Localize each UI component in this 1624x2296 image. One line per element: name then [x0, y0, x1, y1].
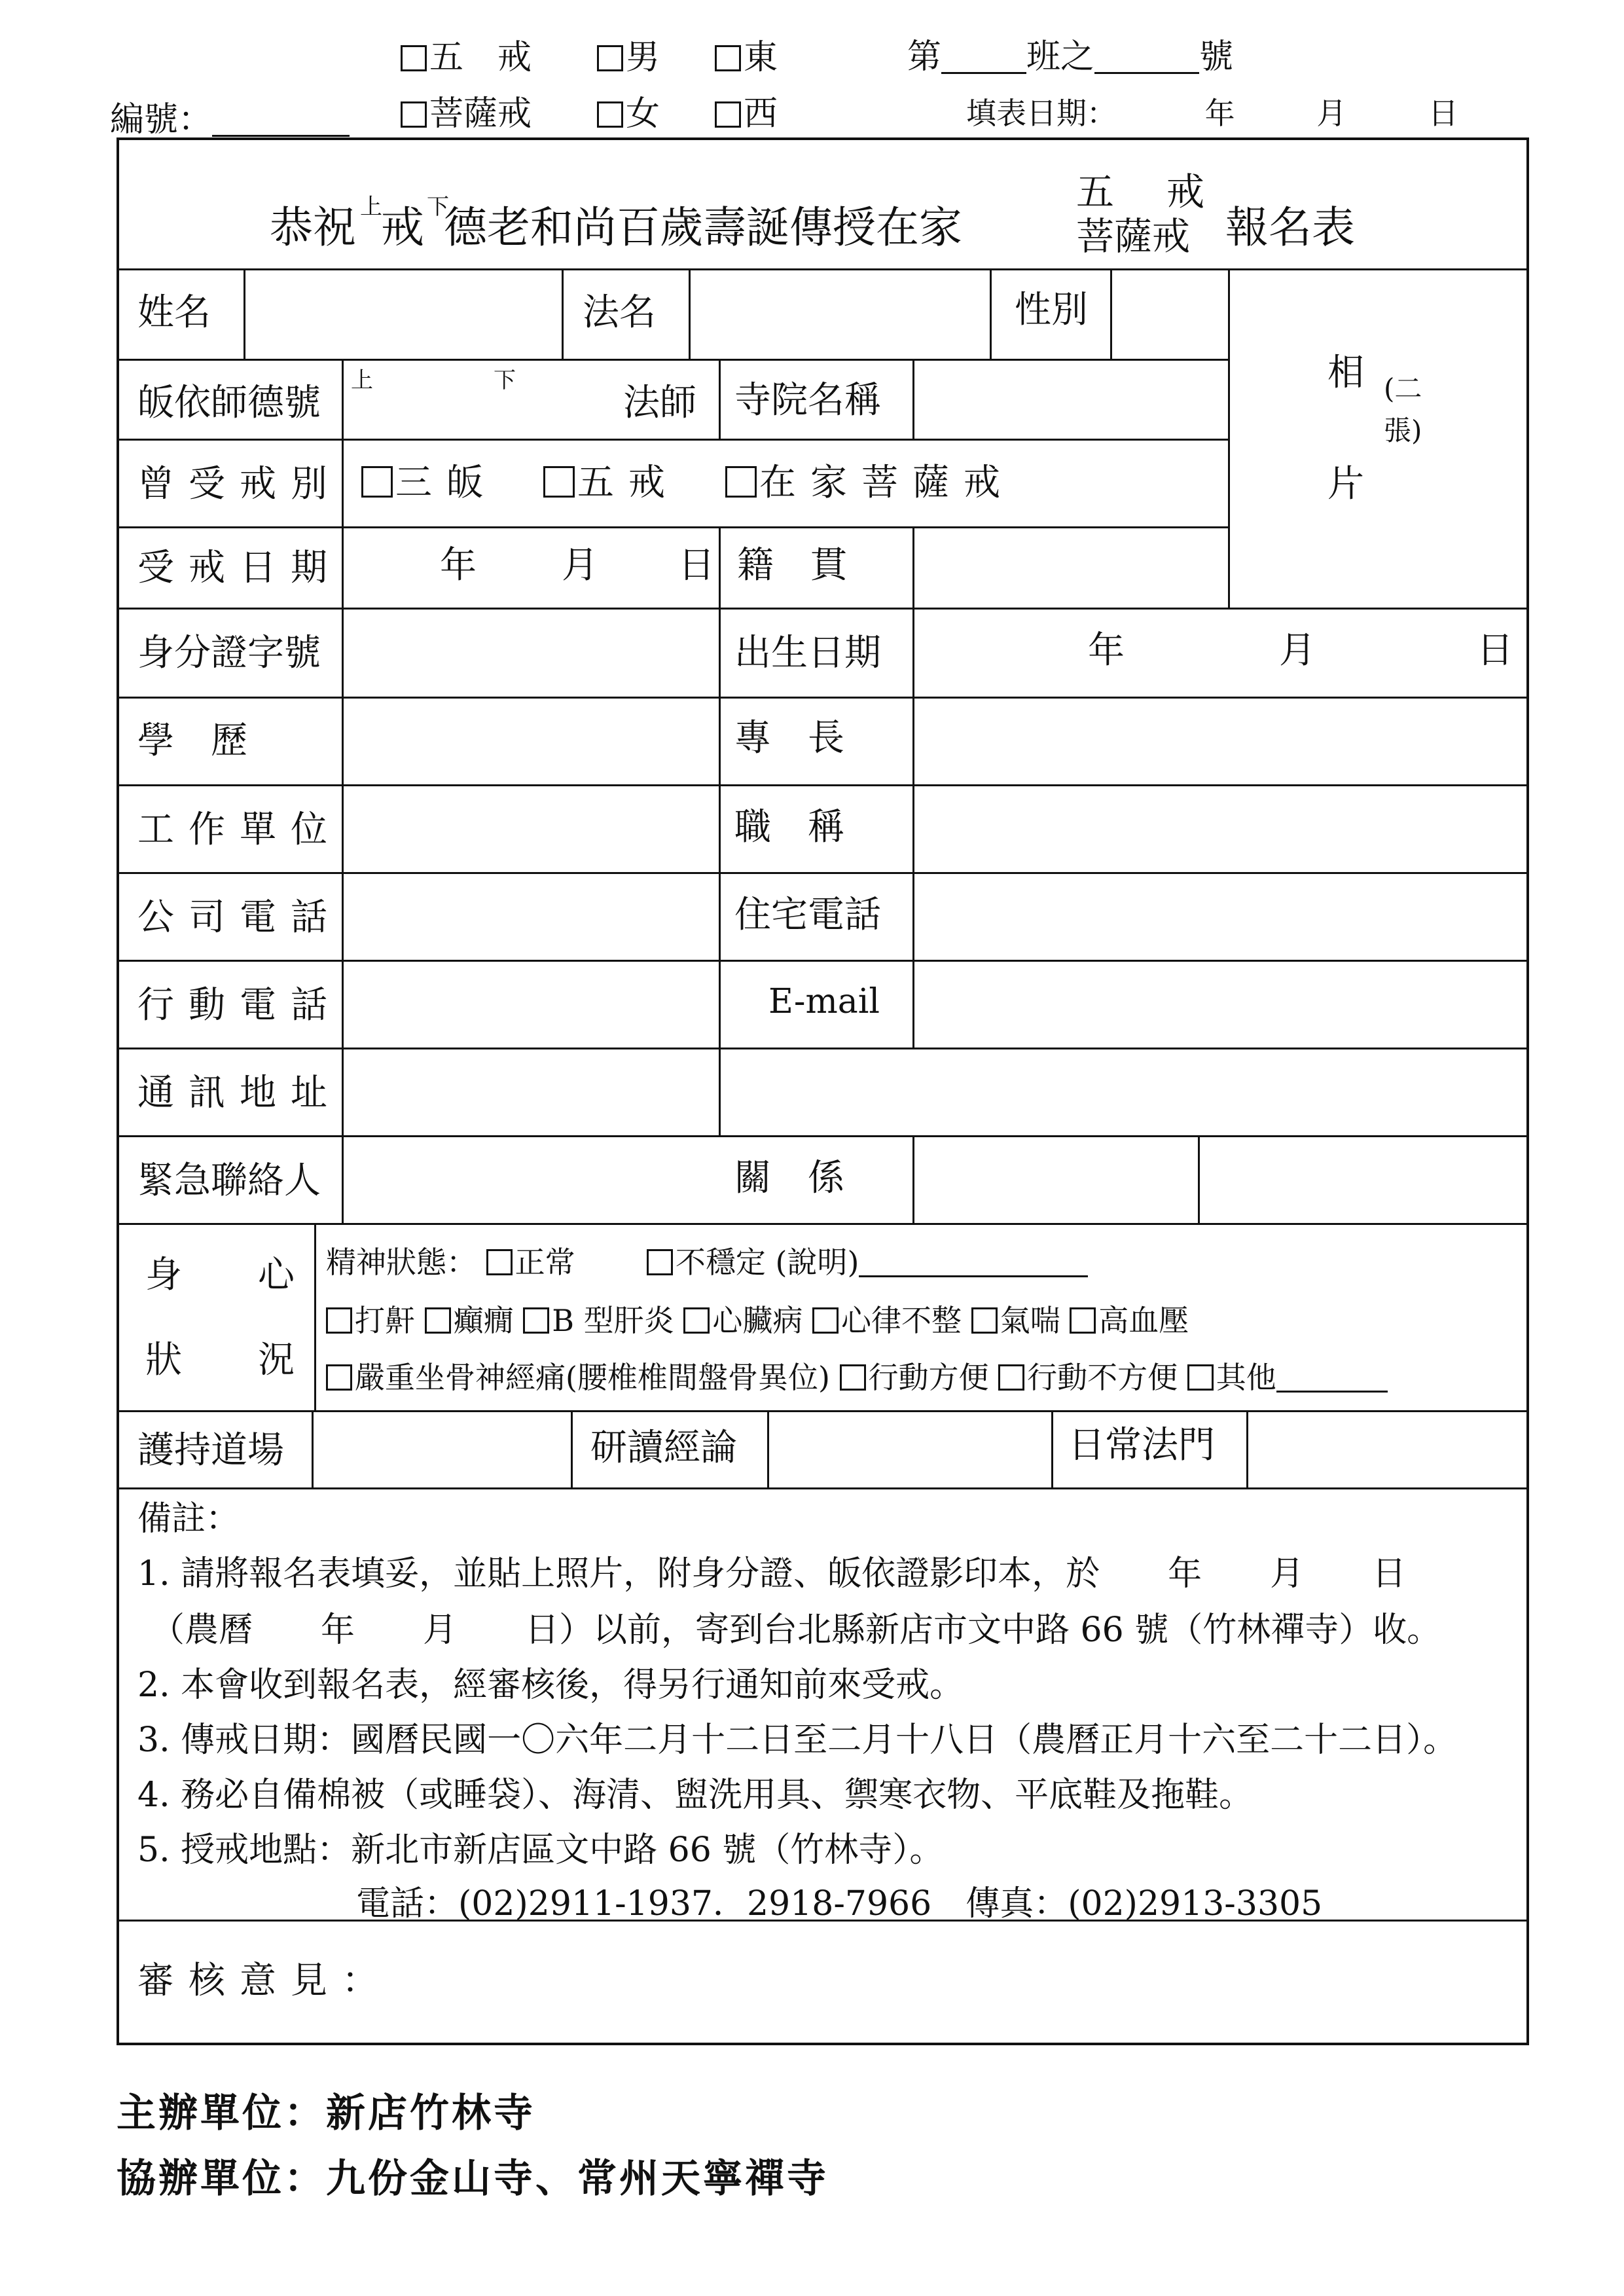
- checkbox[interactable]: [361, 466, 393, 498]
- checkbox[interactable]: [715, 45, 741, 71]
- temple-field[interactable]: [914, 360, 1227, 437]
- option-lay-bodhisattva[interactable]: 在家菩薩戒: [725, 465, 1015, 501]
- label-relation: 關 係: [734, 1157, 844, 1199]
- label-job-title: 職 稱: [734, 806, 844, 848]
- class-number: 第 班之 號: [907, 37, 1234, 77]
- organizer: 主辦單位：新店竹林寺: [117, 2090, 535, 2136]
- serial-blank[interactable]: [212, 98, 350, 137]
- label-gender: 性別: [1015, 289, 1088, 331]
- note-1b: （農曆 年 月 日）以前，寄到台北縣新店市文中路 66 號（竹林禪寺）收。: [151, 1611, 1441, 1650]
- label-health: 身 心: [145, 1254, 314, 1296]
- checkbox[interactable]: [401, 101, 427, 128]
- note-5: 5. 授戒地點：新北市新店區文中路 66 號（竹林寺）。: [137, 1831, 944, 1870]
- label-education: 學 歷: [137, 720, 247, 762]
- label-review: 審核意見：: [137, 1959, 393, 2002]
- checkbox[interactable]: [401, 45, 427, 71]
- label-daily-practice: 日常法門: [1068, 1424, 1215, 1467]
- checkbox-mobility-ok[interactable]: [840, 1364, 866, 1391]
- checkbox[interactable]: [597, 45, 623, 71]
- class-blank[interactable]: [941, 38, 1026, 74]
- contact-info: 電話：(02)2911-1937．2918-7966 傳真：(02)2913-3305: [356, 1884, 1323, 1923]
- label-hometown: 籍 貫: [737, 544, 847, 587]
- remarks-title: 備註：: [137, 1499, 240, 1539]
- option-five-precepts[interactable]: 五 戒: [401, 41, 532, 75]
- label-birth-date: 出生日期: [734, 632, 881, 674]
- mental-state: 精神狀態： 正常 不穩定 (說明): [326, 1247, 1088, 1277]
- label-emergency-contact: 緊急聯絡人: [137, 1159, 321, 1202]
- checkbox-epilepsy[interactable]: [425, 1307, 451, 1334]
- checkbox-snore[interactable]: [326, 1307, 352, 1334]
- relation-field[interactable]: [914, 1137, 1197, 1222]
- label-specialty: 專 長: [734, 717, 844, 759]
- note-4: 4. 務必自備棉被（或睡袋）、海清、盥洗用具、禦寒衣物、平底鞋及拖鞋。: [137, 1776, 1254, 1815]
- option-east[interactable]: 東: [715, 41, 778, 75]
- note-1a: 1. 請將報名表填妥，並貼上照片，附身分證、皈依證影印本，於 年 月 日: [137, 1554, 1407, 1594]
- form-title: 恭祝 上 戒 下 德老和尚百歲壽誕傳授在家 五 戒 菩薩戒 報名表: [270, 170, 1355, 259]
- number-blank[interactable]: [1094, 38, 1199, 74]
- label-name: 姓名: [137, 291, 211, 334]
- option-west[interactable]: 西: [715, 97, 778, 131]
- label-office-phone: 公司電話: [137, 896, 342, 939]
- conditions-row-1: 打鼾 癲癇 B 型肝炎 心臟病 心律不整 氣喘 高血壓: [326, 1305, 1189, 1336]
- option-three-refuges[interactable]: 三皈: [361, 465, 497, 501]
- conditions-row-2: 嚴重坐骨神經痛(腰椎椎間盤骨異位) 行動方便 行動不方便 其他: [326, 1362, 1388, 1393]
- gender-field[interactable]: [1111, 270, 1227, 357]
- note-2: 2. 本會收到報名表，經審核後，得另行通知前來受戒。: [137, 1666, 964, 1705]
- label-study: 研讀經論: [590, 1427, 737, 1469]
- option-bodhisattva-precepts[interactable]: 菩薩戒: [401, 97, 532, 131]
- option-male[interactable]: 男: [597, 41, 660, 75]
- checkbox-hepatitis-b[interactable]: [523, 1307, 549, 1334]
- label-precept-date: 受戒日期: [137, 547, 342, 589]
- checkbox-heart[interactable]: [683, 1307, 710, 1334]
- registration-form: 恭祝 上 戒 下 德老和尚百歲壽誕傳授在家 五 戒 菩薩戒 報名表 姓名 法名 性別 相 片 (二張) 皈依師德號 上 下 法師 寺院名稱 曾受戒別 三皈 五戒 在家菩薩戒 受戒日期 年 月 日 籍 貫 身分證字號 出生日期 年 月 日 學 歷 專 長 工作單位 職 稱 公司電話 住宅電話 行動電話 E-mail 通訊地址 緊急聯絡人 關 係 身 心 狀 況 精神狀態： 正常 不穩定 (說明) 打鼾 癲癇 B 型肝炎 心臟病 心律不整 氣喘 高血壓 嚴重坐骨神經痛(腰椎椎間盤骨異位) 行動方便 行動不方便 其他 護持道場 研讀經論 日常法門 備註： 1. 請將報名表填妥，並貼上照片，附身分證、皈依證影印本，於 年 月 日 （農曆 年 月 日）以前，寄到台北縣新店市文中路 66 號（竹林禪寺）收。 2. 本會收到報名表，經審核後，得另行通知前來受戒。 3. 傳戒日期：國曆民國一〇六年二月十二日至二月十八日（農曆正月十六至二十二日）。 4. 務必自備棉被（或睡袋）、海清、盥洗用具、禦寒衣物、平底鞋及拖鞋。 5. 授戒地點：新北市新店區文中路 66 號（竹林寺）。 電話：(02)2911-1937．2918-7966 傳真：(02)2913-3305 審核意見：: [117, 137, 1529, 2045]
- unstable-explain-blank[interactable]: [859, 1247, 1088, 1277]
- label-mobile: 行動電話: [137, 984, 342, 1027]
- hometown-field[interactable]: [914, 528, 1227, 606]
- checkbox-unstable[interactable]: [647, 1249, 673, 1275]
- checkbox[interactable]: [543, 466, 575, 498]
- checkbox[interactable]: [597, 101, 623, 128]
- label-dharma-center: 護持道場: [137, 1429, 284, 1472]
- label-email: E-mail: [768, 982, 880, 1021]
- fill-date: 填表日期： 年 月 日: [966, 96, 1458, 131]
- checkbox-other[interactable]: [1187, 1364, 1214, 1391]
- id-number-field[interactable]: [343, 609, 717, 695]
- co-organizer: 協辦單位：九份金山寺、常州天寧禪寺: [117, 2156, 829, 2202]
- label-home-phone: 住宅電話: [734, 894, 881, 936]
- note-3: 3. 傳戒日期：國曆民國一〇六年二月十二日至二月十八日（農曆正月十六至二十二日）。: [137, 1721, 1458, 1760]
- checkbox-normal[interactable]: [486, 1249, 513, 1275]
- option-female[interactable]: 女: [597, 97, 660, 131]
- review-field[interactable]: [335, 1922, 1525, 2043]
- checkbox[interactable]: [715, 101, 741, 128]
- name-field[interactable]: [245, 270, 560, 357]
- serial-number: 編號：: [110, 98, 350, 137]
- checkbox-blood-pressure[interactable]: [1070, 1307, 1096, 1334]
- photo-box[interactable]: 相 片 (二張): [1327, 352, 1422, 505]
- address-field[interactable]: [343, 1049, 1526, 1134]
- checkbox-mobility-bad[interactable]: [998, 1364, 1024, 1391]
- label-precepts-received: 曾受戒別: [137, 463, 342, 505]
- checkbox-arrhythmia[interactable]: [812, 1307, 839, 1334]
- label-id-number: 身分證字號: [137, 632, 321, 674]
- other-blank[interactable]: [1276, 1362, 1388, 1393]
- checkbox-sciatica[interactable]: [326, 1364, 352, 1391]
- checkbox-asthma[interactable]: [971, 1307, 998, 1334]
- label-address: 通訊地址: [137, 1072, 342, 1114]
- checkbox[interactable]: [725, 466, 757, 498]
- label-workplace: 工作單位: [137, 809, 342, 851]
- label-temple: 寺院名稱: [734, 379, 881, 422]
- label-dharma-name: 法名: [583, 291, 656, 334]
- option-five-precepts-received[interactable]: 五戒: [543, 465, 679, 501]
- label-refuge-master: 皈依師德號: [137, 382, 321, 424]
- emergency-contact-field[interactable]: [343, 1137, 717, 1222]
- dharma-name-field[interactable]: [690, 270, 988, 357]
